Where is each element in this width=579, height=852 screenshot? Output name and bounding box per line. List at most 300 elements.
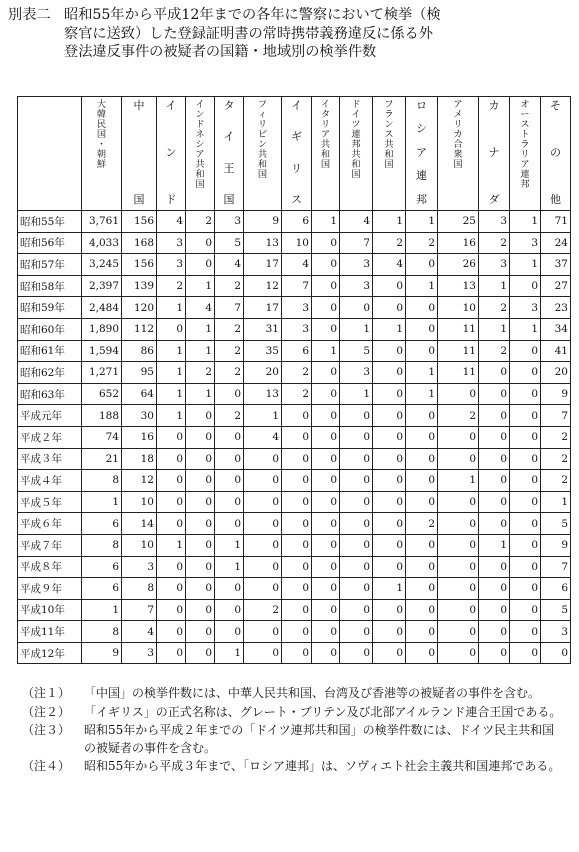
column-header-wrap xyxy=(373,97,405,210)
table-cell: 0 xyxy=(406,621,438,643)
column-header-wrap xyxy=(215,97,243,210)
table-cell: 0 xyxy=(479,362,510,384)
table-cell: 9 xyxy=(541,383,571,405)
table-cell: 0 xyxy=(282,534,312,556)
table-cell: 0 xyxy=(157,318,186,340)
table-cell: 0 xyxy=(406,254,438,276)
column-header-label: イ タ リ ア 共 和 国 xyxy=(320,99,331,170)
note-text: 昭和55年から平成３年まで、「ロシア連邦」は、ソヴィエト社会主義共和国連邦である。 xyxy=(84,759,561,773)
column-header xyxy=(282,97,312,211)
table-cell: 139 xyxy=(122,275,157,297)
table-cell: 0 xyxy=(312,621,340,643)
table-cell: 10 xyxy=(438,297,479,319)
column-header-wrap xyxy=(186,97,214,210)
table-cell: 1 xyxy=(186,318,215,340)
table-cell: 0 xyxy=(479,405,510,427)
column-header xyxy=(215,97,244,211)
table-row xyxy=(18,211,571,233)
table-cell: 0 xyxy=(340,534,373,556)
column-header-label: ア メ リ カ 合 衆 国 xyxy=(453,99,463,170)
table-cell: 8 xyxy=(82,470,122,492)
table-cell: 0 xyxy=(406,297,438,319)
table-cell: 0 xyxy=(510,556,541,578)
table-cell: 0 xyxy=(510,426,541,448)
table-cell: 16 xyxy=(438,232,479,254)
table-cell: 0 xyxy=(438,599,479,621)
table-cell: 0 xyxy=(157,426,186,448)
table-cell: 0 xyxy=(373,405,406,427)
table-cell: 0 xyxy=(282,513,312,535)
table-cell: 112 xyxy=(122,318,157,340)
table-cell: 0 xyxy=(373,599,406,621)
table-cell: 0 xyxy=(186,621,215,643)
table-cell: 5 xyxy=(215,232,244,254)
table-cell: 1 xyxy=(340,383,373,405)
table-cell: 31 xyxy=(244,318,282,340)
row-year: 昭和60年 xyxy=(18,318,82,340)
table-cell: 2 xyxy=(186,362,215,384)
table-cell: 0 xyxy=(406,642,438,664)
table-cell: 0 xyxy=(244,470,282,492)
table-cell: 0 xyxy=(479,556,510,578)
table-cell: 1 xyxy=(186,275,215,297)
table-cell: 0 xyxy=(438,383,479,405)
table-cell: 0 xyxy=(282,448,312,470)
table-cell: 1 xyxy=(186,340,215,362)
column-header-wrap xyxy=(312,97,339,210)
table-row xyxy=(18,426,571,448)
table-cell: 9 xyxy=(82,642,122,664)
table-cell: 0 xyxy=(282,405,312,427)
table-cell: 3,245 xyxy=(82,254,122,276)
table-cell: 0 xyxy=(186,599,215,621)
table-cell: 0 xyxy=(406,556,438,578)
table-cell: 0 xyxy=(215,448,244,470)
table-cell: 0 xyxy=(438,491,479,513)
table-cell: 5 xyxy=(340,340,373,362)
column-header-label: イ ン ド xyxy=(165,99,177,206)
table-cell: 156 xyxy=(122,211,157,233)
column-header xyxy=(541,97,571,211)
table-cell: 8 xyxy=(82,621,122,643)
column-header-label: ロ シ ア 連 邦 xyxy=(416,99,427,206)
table-cell: 37 xyxy=(541,254,571,276)
table-cell: 6 xyxy=(541,578,571,600)
table-cell: 4 xyxy=(340,211,373,233)
table-cell: 0 xyxy=(244,621,282,643)
table-cell: 0 xyxy=(215,621,244,643)
document-title xyxy=(8,6,574,62)
table-cell: 25 xyxy=(438,211,479,233)
table-body xyxy=(18,211,571,664)
table-cell: 0 xyxy=(215,491,244,513)
table-cell: 1 xyxy=(157,362,186,384)
column-header-label: 中 国 xyxy=(133,99,145,206)
table-cell: 1 xyxy=(479,275,510,297)
table-cell: 20 xyxy=(541,362,571,384)
table-cell: 34 xyxy=(541,318,571,340)
row-year: 昭和57年 xyxy=(18,254,82,276)
table-cell: 0 xyxy=(186,426,215,448)
table-cell: 0 xyxy=(406,534,438,556)
table-cell: 0 xyxy=(186,642,215,664)
note-text: 「中国」の検挙件数には、中華人民共和国、台湾及び香港等の被疑者の事件を含む。 xyxy=(84,686,541,700)
table-cell: 1 xyxy=(373,318,406,340)
table-cell: 6 xyxy=(82,513,122,535)
note-text: 「イギリス」の正式名称は、グレート・ブリテン及び北部アイルランド連合王国である。 xyxy=(84,704,562,719)
table-cell: 4,033 xyxy=(82,232,122,254)
table-cell: 0 xyxy=(510,383,541,405)
row-year: 平成５年 xyxy=(18,491,82,513)
table-row xyxy=(18,513,571,535)
table-cell: 6 xyxy=(82,578,122,600)
table-cell: 1 xyxy=(82,491,122,513)
table-cell: 13 xyxy=(244,232,282,254)
table-cell: 0 xyxy=(479,513,510,535)
table-row xyxy=(18,534,571,556)
table-cell: 0 xyxy=(373,642,406,664)
table-cell: 0 xyxy=(157,513,186,535)
column-header-wrap xyxy=(157,97,185,210)
table-cell: 0 xyxy=(312,275,340,297)
table-cell: 0 xyxy=(244,448,282,470)
table-cell: 6 xyxy=(82,556,122,578)
table-cell: 0 xyxy=(157,599,186,621)
table-cell: 0 xyxy=(340,470,373,492)
table-cell: 2 xyxy=(406,513,438,535)
column-header xyxy=(244,97,282,211)
table-cell: 1 xyxy=(438,470,479,492)
column-header-wrap xyxy=(510,97,540,210)
table-cell: 0 xyxy=(438,426,479,448)
table-cell: 0 xyxy=(186,254,215,276)
column-header xyxy=(122,97,157,211)
table-row xyxy=(18,362,571,384)
table-cell: 3 xyxy=(215,211,244,233)
table-cell: 3 xyxy=(340,254,373,276)
table-cell: 168 xyxy=(122,232,157,254)
column-header xyxy=(312,97,340,211)
table-cell: 0 xyxy=(479,426,510,448)
table-cell: 2 xyxy=(479,340,510,362)
table-row xyxy=(18,621,571,643)
table-cell: 10 xyxy=(122,534,157,556)
table-cell: 0 xyxy=(340,297,373,319)
table-cell: 0 xyxy=(312,556,340,578)
table-cell: 9 xyxy=(541,534,571,556)
row-year: 昭和59年 xyxy=(18,297,82,319)
note-label: （注３） xyxy=(22,723,71,737)
table-cell: 0 xyxy=(186,534,215,556)
note-item xyxy=(22,685,562,703)
column-header-wrap xyxy=(406,97,437,210)
column-header xyxy=(438,97,479,211)
table-cell: 1 xyxy=(157,534,186,556)
table-cell: 0 xyxy=(510,405,541,427)
table-cell: 0 xyxy=(157,491,186,513)
table-row xyxy=(18,642,571,664)
table-cell: 0 xyxy=(340,448,373,470)
table-cell: 9 xyxy=(244,211,282,233)
table-cell: 1 xyxy=(406,362,438,384)
table-cell: 0 xyxy=(312,405,340,427)
table-cell: 0 xyxy=(312,232,340,254)
note-item xyxy=(22,722,562,757)
table-cell: 0 xyxy=(438,534,479,556)
table-cell: 7 xyxy=(541,405,571,427)
table-cell: 1 xyxy=(373,578,406,600)
table-cell: 3 xyxy=(541,621,571,643)
table-cell: 5 xyxy=(541,599,571,621)
table-cell: 8 xyxy=(122,578,157,600)
table-cell: 0 xyxy=(157,621,186,643)
table-cell: 3 xyxy=(157,254,186,276)
table-cell: 0 xyxy=(373,513,406,535)
column-header-label: イ ン ド ネ シ ア 共 和 国 xyxy=(195,99,205,190)
table-cell: 0 xyxy=(438,448,479,470)
row-year: 平成２年 xyxy=(18,426,82,448)
table-cell: 0 xyxy=(373,556,406,578)
table-cell: 0 xyxy=(373,534,406,556)
table-cell: 2 xyxy=(282,362,312,384)
table-cell: 0 xyxy=(510,362,541,384)
table-cell: 0 xyxy=(244,491,282,513)
table-cell: 0 xyxy=(340,556,373,578)
table-cell: 0 xyxy=(186,491,215,513)
table-row xyxy=(18,405,571,427)
table-cell: 4 xyxy=(373,254,406,276)
column-header xyxy=(82,97,122,211)
table-cell: 3 xyxy=(479,211,510,233)
table-cell: 120 xyxy=(122,297,157,319)
table-cell: 0 xyxy=(406,599,438,621)
table-cell: 0 xyxy=(157,642,186,664)
row-year: 平成４年 xyxy=(18,470,82,492)
table-cell: 86 xyxy=(122,340,157,362)
table-cell: 0 xyxy=(510,534,541,556)
table-cell: 2 xyxy=(373,232,406,254)
table-cell: 0 xyxy=(312,254,340,276)
column-header-wrap xyxy=(438,97,478,210)
table-row xyxy=(18,254,571,276)
table-cell: 0 xyxy=(340,621,373,643)
table-cell: 2,397 xyxy=(82,275,122,297)
table-cell: 0 xyxy=(510,599,541,621)
note-text: 昭和55年から平成２年までの「ドイツ連邦共和国」の検挙件数には、ドイツ民主共和国の被疑者の事件を含む。 xyxy=(84,723,555,755)
table-cell: 0 xyxy=(282,491,312,513)
table-cell: 0 xyxy=(340,405,373,427)
column-header-wrap xyxy=(479,97,509,210)
note-item xyxy=(22,704,562,722)
column-header xyxy=(340,97,373,211)
row-year: 昭和56年 xyxy=(18,232,82,254)
table-cell: 0 xyxy=(479,470,510,492)
table-cell: 17 xyxy=(244,254,282,276)
table-cell: 0 xyxy=(373,297,406,319)
table-cell: 0 xyxy=(244,534,282,556)
table-cell: 30 xyxy=(122,405,157,427)
table-cell: 1 xyxy=(215,642,244,664)
table-cell: 1 xyxy=(340,318,373,340)
table-cell: 0 xyxy=(282,599,312,621)
table-cell: 35 xyxy=(244,340,282,362)
column-header-label: そ の 他 xyxy=(550,99,561,206)
table-cell: 0 xyxy=(406,426,438,448)
column-header-wrap xyxy=(122,97,156,210)
table-cell: 2 xyxy=(157,275,186,297)
table-cell: 4 xyxy=(186,297,215,319)
table-cell: 0 xyxy=(312,491,340,513)
table-cell: 0 xyxy=(186,232,215,254)
table-cell: 4 xyxy=(282,254,312,276)
table-cell: 0 xyxy=(406,491,438,513)
table-cell: 0 xyxy=(312,297,340,319)
table-cell: 2 xyxy=(541,470,571,492)
table-cell: 1 xyxy=(186,383,215,405)
table-cell: 0 xyxy=(282,578,312,600)
table-cell: 0 xyxy=(282,470,312,492)
column-header-wrap xyxy=(82,97,121,210)
table-cell: 0 xyxy=(438,578,479,600)
table-cell: 3 xyxy=(510,232,541,254)
table-cell: 0 xyxy=(541,642,571,664)
table-cell: 0 xyxy=(186,448,215,470)
table-cell: 0 xyxy=(373,448,406,470)
row-year: 昭和55年 xyxy=(18,211,82,233)
notes-section xyxy=(22,685,562,777)
table-cell: 0 xyxy=(244,578,282,600)
table-row xyxy=(18,275,571,297)
column-header xyxy=(157,97,186,211)
table-cell: 95 xyxy=(122,362,157,384)
column-header-wrap xyxy=(282,97,311,210)
table-cell: 0 xyxy=(340,642,373,664)
table-cell: 8 xyxy=(82,534,122,556)
table-row xyxy=(18,232,571,254)
table-cell: 1 xyxy=(479,318,510,340)
row-year: 昭和63年 xyxy=(18,383,82,405)
table-cell: 0 xyxy=(312,470,340,492)
table-cell: 26 xyxy=(438,254,479,276)
note-label: （注４） xyxy=(22,759,71,773)
table-cell: 0 xyxy=(215,513,244,535)
table-row xyxy=(18,578,571,600)
column-header xyxy=(373,97,406,211)
column-header-wrap xyxy=(244,97,281,210)
table-cell: 41 xyxy=(541,340,571,362)
table-cell: 1 xyxy=(215,556,244,578)
table-row xyxy=(18,491,571,513)
title-line-2: 察官に送致）した登録証明書の常時携帯義務違反に係る外 xyxy=(64,25,433,42)
table-cell: 0 xyxy=(186,578,215,600)
column-header xyxy=(479,97,510,211)
note-item xyxy=(22,758,562,776)
table-cell: 2 xyxy=(215,340,244,362)
table-cell: 0 xyxy=(312,383,340,405)
table-cell: 18 xyxy=(122,448,157,470)
table-row xyxy=(18,383,571,405)
header-row xyxy=(18,97,571,211)
table-cell: 4 xyxy=(157,211,186,233)
table-cell: 0 xyxy=(373,491,406,513)
table-cell: 188 xyxy=(82,405,122,427)
table-cell: 0 xyxy=(373,470,406,492)
table-cell: 13 xyxy=(244,383,282,405)
column-header-label: フ ラ ン ス 共 和 国 xyxy=(384,99,394,170)
table-cell: 0 xyxy=(312,513,340,535)
table-cell: 1,890 xyxy=(82,318,122,340)
column-header-label: カ ナ ダ xyxy=(488,99,500,206)
table-row xyxy=(18,297,571,319)
table-cell: 0 xyxy=(215,383,244,405)
table-cell: 0 xyxy=(340,491,373,513)
table-cell: 2 xyxy=(244,599,282,621)
table-cell: 21 xyxy=(82,448,122,470)
row-year: 平成元年 xyxy=(18,405,82,427)
table-cell: 0 xyxy=(157,470,186,492)
table-cell: 2 xyxy=(215,318,244,340)
table-cell: 2,484 xyxy=(82,297,122,319)
table-cell: 0 xyxy=(312,318,340,340)
row-year: 平成12年 xyxy=(18,642,82,664)
table-cell: 0 xyxy=(312,534,340,556)
note-label: （注２） xyxy=(22,704,71,719)
table-cell: 0 xyxy=(438,513,479,535)
table-cell: 0 xyxy=(312,448,340,470)
table-header xyxy=(18,97,571,211)
table-cell: 4 xyxy=(122,621,157,643)
column-header-label: 大 韓 民 国 ・ 朝 鮮 xyxy=(96,99,107,170)
table-cell: 1 xyxy=(244,405,282,427)
table-cell: 0 xyxy=(312,599,340,621)
table-cell: 6 xyxy=(282,211,312,233)
table-cell: 0 xyxy=(406,405,438,427)
table-cell: 652 xyxy=(82,383,122,405)
table-cell: 0 xyxy=(510,491,541,513)
table-cell: 71 xyxy=(541,211,571,233)
table-cell: 1 xyxy=(406,211,438,233)
column-header-label: フ ィ リ ピ ン 共 和 国 xyxy=(257,99,268,180)
row-year: 平成11年 xyxy=(18,621,82,643)
table-cell: 1 xyxy=(312,340,340,362)
table-cell: 0 xyxy=(215,470,244,492)
table-cell: 1 xyxy=(215,534,244,556)
arrest-count-table xyxy=(17,96,571,664)
table-cell: 0 xyxy=(157,578,186,600)
table-cell: 17 xyxy=(244,297,282,319)
table-cell: 1 xyxy=(157,297,186,319)
table-cell: 0 xyxy=(215,599,244,621)
table-cell: 1 xyxy=(510,211,541,233)
table-cell: 0 xyxy=(510,578,541,600)
table-cell: 0 xyxy=(479,448,510,470)
table-cell: 0 xyxy=(215,578,244,600)
table-cell: 3 xyxy=(122,642,157,664)
table-cell: 0 xyxy=(215,426,244,448)
table-row xyxy=(18,599,571,621)
table-cell: 2 xyxy=(215,362,244,384)
table-cell: 1 xyxy=(510,318,541,340)
table-cell: 11 xyxy=(438,318,479,340)
table-cell: 0 xyxy=(510,448,541,470)
table-cell: 0 xyxy=(373,340,406,362)
row-year: 平成３年 xyxy=(18,448,82,470)
table-cell: 1 xyxy=(373,211,406,233)
table-cell: 0 xyxy=(479,578,510,600)
table-cell: 3 xyxy=(479,254,510,276)
note-label: （注１） xyxy=(22,686,71,700)
table-cell: 0 xyxy=(479,383,510,405)
